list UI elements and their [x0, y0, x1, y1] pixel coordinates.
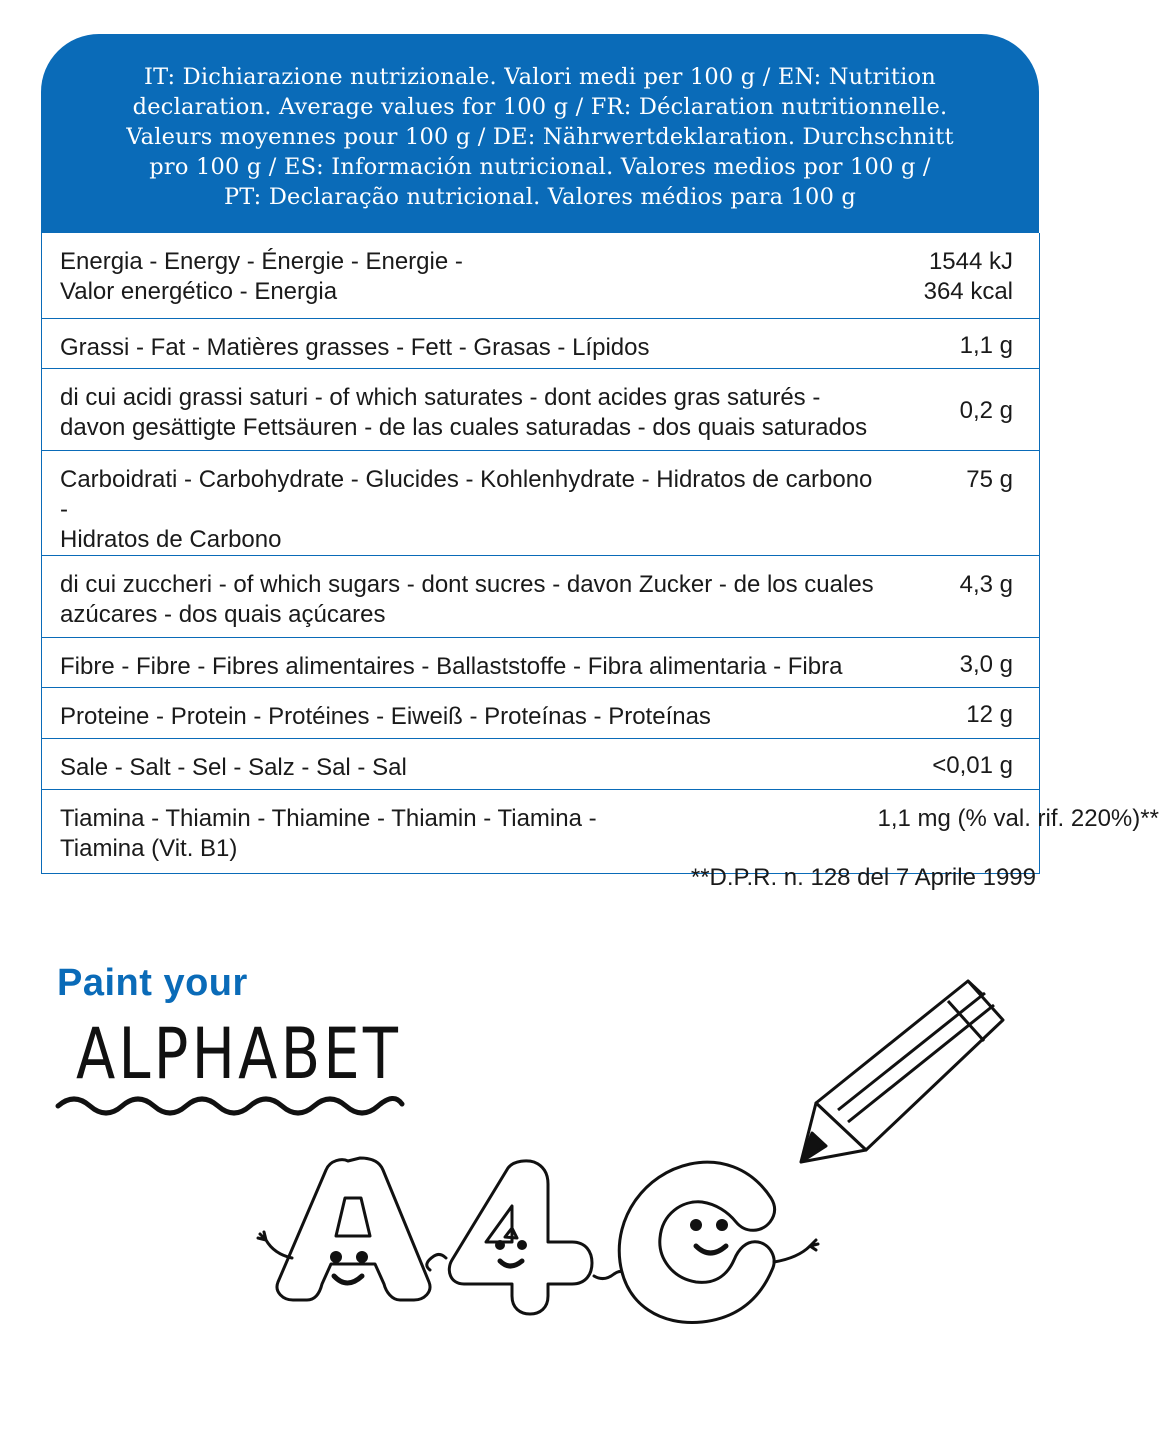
header-line: PT: Declaração nutricional. Valores médios para 100 g — [223, 184, 857, 210]
activity-subtitle: ALPHABET — [76, 1013, 402, 1095]
activity-title: Paint your — [57, 962, 248, 1004]
row-label: di cui acidi grassi saturi - of which saturates - dont acides gras saturés - davon gesättigte Fettsäuren - de las cuales saturadas - dos quais saturados — [42, 368, 878, 450]
row-value: <0,01 g — [878, 738, 1040, 789]
row-value: 4,3 g — [878, 555, 1040, 637]
row-label: Sale - Salt - Sel - Salz - Sal - Sal — [42, 738, 878, 789]
footnote: **D.P.R. n. 128 del 7 Aprile 1999 — [690, 864, 1036, 891]
header-line: pro 100 g / ES: Información nutricional. Valores medios por 100 g / — [149, 154, 931, 180]
row-label: Carboidrati - Carbohydrate - Glucides - Kohlenhydrate - Hidratos de carbono - Hidratos de Carbono — [42, 450, 878, 555]
wavy-underline-icon — [58, 1098, 402, 1113]
row-value: 0,2 g — [878, 368, 1040, 450]
row-value: 3,0 g — [878, 637, 1040, 687]
row-label: di cui zuccheri - of which sugars - dont sucres - davon Zucker - de los cuales azúcares - dos quais açúcares — [42, 555, 878, 637]
row-value: 1,1 g — [878, 318, 1040, 368]
row-label: Energia - Energy - Énergie - Energie - Valor energético - Energia — [42, 233, 878, 318]
header-line: IT: Dichiarazione nutrizionale. Valori medi per 100 g / EN: Nutrition — [144, 64, 936, 90]
letter-a-icon — [258, 1158, 430, 1300]
row-label: Grassi - Fat - Matières grasses - Fett - Grasas - Lípidos — [42, 318, 878, 368]
row-value: 75 g — [878, 450, 1040, 555]
header-line: declaration. Average values for 100 g / FR: Déclaration nutritionnelle. — [132, 94, 948, 120]
row-label: Tiamina - Thiamin - Thiamine - Thiamin - Tiamina - Tiamina (Vit. B1) — [42, 789, 878, 873]
letter-c-icon — [619, 1162, 818, 1322]
number-4-icon — [427, 1161, 630, 1314]
row-label: Fibre - Fibre - Fibres alimentaires - Ballaststoffe - Fibra alimentaria - Fibra — [42, 637, 878, 687]
row-value: 12 g — [878, 687, 1040, 738]
row-label: Proteine - Protein - Protéines - Eiweiß - Proteínas - Proteínas — [42, 687, 878, 738]
header-line: Valeurs moyennes pour 100 g / DE: Nährwertdeklaration. Durchschnitt — [126, 124, 954, 150]
pencil-icon — [801, 981, 1003, 1162]
row-value: 1544 kJ 364 kcal — [878, 233, 1040, 318]
row-value: 1,1 mg (% val. rif. 220%)** — [878, 789, 1040, 873]
